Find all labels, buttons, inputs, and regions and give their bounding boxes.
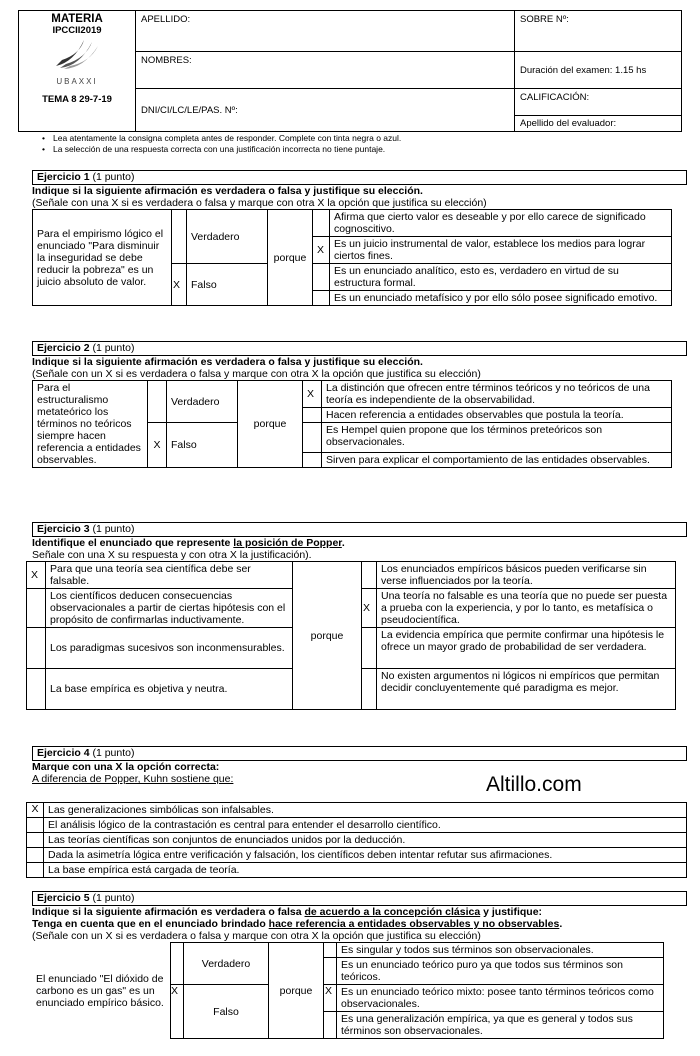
true-label: Verdadero <box>187 210 268 264</box>
logo-cell <box>19 11 136 132</box>
right-checkbox[interactable] <box>362 562 377 589</box>
exercise-2-title: Ejercicio 2 (1 punto) <box>32 341 687 356</box>
option-checkbox[interactable] <box>313 210 330 237</box>
right-checkbox[interactable] <box>362 628 377 669</box>
instruction-item: • Lea atentamente la consigna completa antes de responder. Complete con tinta negra o azul. <box>56 133 401 144</box>
exercise-2-statement: Para el estructuralismo metateórico los términos no teóricos siempre hacen referencia a entidades observables. <box>33 381 148 468</box>
exercise-1-prompt: Indique si la siguiente afirmación es verdadera o falsa y justifique su elección. <box>32 185 423 197</box>
false-checkbox-marked[interactable]: X <box>148 423 167 468</box>
exercise-5-option: Es un enunciado teórico puro ya que todos sus términos son teóricos. <box>337 958 664 985</box>
exercise-5 <box>32 891 687 1039</box>
exercise-4-option: El análisis lógico de la contrastación es central para entender el desarrollo científico. <box>44 818 687 833</box>
left-checkbox[interactable] <box>27 669 46 710</box>
exercise-4-table <box>26 802 687 878</box>
porque-label: porque <box>238 381 303 468</box>
true-checkbox[interactable] <box>172 210 187 264</box>
exercise-1-option: Es un enunciado analítico, esto es, verdadero en virtud de su estructura formal. <box>330 264 672 291</box>
exercise-1-table <box>32 209 672 306</box>
left-checkbox[interactable] <box>27 628 46 669</box>
false-checkbox-marked[interactable]: X <box>172 264 187 306</box>
apellido-field[interactable]: APELLIDO: <box>136 11 515 52</box>
porque-label: porque <box>268 210 313 306</box>
exercise-5-table <box>32 942 664 1039</box>
right-checkbox-marked[interactable]: X <box>362 589 377 628</box>
option-checkbox[interactable] <box>324 943 337 958</box>
exercise-1-option: Es un enunciado metafísico y por ello sólo posee significado emotivo. <box>330 291 672 306</box>
false-checkbox-marked[interactable]: X <box>171 985 184 1039</box>
option-checkbox-marked[interactable]: X <box>27 803 44 818</box>
porque-label: porque <box>269 943 324 1039</box>
exercise-5-title: Ejercicio 5 (1 punto) <box>32 891 687 906</box>
option-checkbox-marked[interactable]: X <box>303 381 322 408</box>
duracion-label: Duración del examen: 1.15 hs <box>515 52 682 89</box>
option-checkbox[interactable] <box>303 408 322 423</box>
exercise-3 <box>32 522 687 710</box>
option-checkbox[interactable] <box>324 1012 337 1039</box>
exercise-3-right-option: Los enunciados empíricos básicos pueden verificarse sin verse influenciados por la teoría. <box>377 562 676 589</box>
exercise-3-right-option: Una teoría no falsable es una teoría que no puede ser puesta a prueba con la experiencia, y por lo tanto, es metafísica o pseudocientífica. <box>377 589 676 628</box>
exercise-2-hint: (Señale con un X si es verdadera o falsa y marque con otra X la opción que justifica su elección) <box>32 368 481 380</box>
true-checkbox[interactable] <box>171 943 184 985</box>
option-checkbox-marked[interactable]: X <box>324 985 337 1012</box>
exercise-3-prompt: Identifique el enunciado que represente la posición de Popper. <box>32 537 345 549</box>
calificacion-label: CALIFICACIÓN: <box>515 89 681 116</box>
exercise-4 <box>32 746 687 785</box>
true-label: Verdadero <box>184 943 269 985</box>
false-label: Falso <box>184 985 269 1039</box>
watermark: Altillo.com <box>486 773 582 796</box>
exercise-3-title: Ejercicio 3 (1 punto) <box>32 522 687 537</box>
exercise-2-prompt: Indique si la siguiente afirmación es verdadera o falsa y justifique su elección. <box>32 356 423 368</box>
left-checkbox-marked[interactable]: X <box>27 562 46 589</box>
sobre-field[interactable]: SOBRE Nº: <box>515 11 682 52</box>
left-checkbox[interactable] <box>27 589 46 628</box>
exercise-2-table <box>32 380 672 468</box>
exercise-1-statement: Para el empirismo lógico el enunciado "Para disminuir la inseguridad se debe reducir la pobreza" es un juicio absoluto de valor. <box>33 210 172 306</box>
option-checkbox[interactable] <box>303 453 322 468</box>
uba-label: UBAXXI <box>56 77 98 86</box>
materia-label: MATERIA <box>51 13 103 25</box>
right-checkbox[interactable] <box>362 669 377 710</box>
exercise-2-option: La distinción que ofrecen entre términos teóricos y no teóricos de una teoría es independiente de la observabilidad. <box>322 381 672 408</box>
exercise-4-option: Dada la asimetría lógica entre verificación y falsación, los científicos deben intentar refutar sus afirmaciones. <box>44 848 687 863</box>
uba-logo-icon <box>52 38 102 72</box>
course-code: IPCCII2019 <box>52 25 102 36</box>
exercise-3-hint: Señale con una X su respuesta y con otra X la justificación). <box>32 549 312 561</box>
exercise-5-option: Es una generalización empírica, ya que es general y todos sus términos son observacionales. <box>337 1012 664 1039</box>
exercise-2-option: Hacen referencia a entidades observables que postula la teoría. <box>322 408 672 423</box>
exercise-4-hint: A diferencia de Popper, Kuhn sostiene que: <box>32 773 234 785</box>
option-checkbox[interactable] <box>313 291 330 306</box>
false-label: Falso <box>187 264 268 306</box>
exam-header <box>18 10 682 132</box>
exercise-1 <box>32 170 687 306</box>
exercise-5-statement: El enunciado "El dióxido de carbono es un gas" es un enunciado empírico básico. <box>32 943 171 1039</box>
exercise-2-option: Es Hempel quien propone que los términos preteóricos son observacionales. <box>322 423 672 453</box>
option-checkbox-marked[interactable]: X <box>313 237 330 264</box>
true-label: Verdadero <box>167 381 238 423</box>
exercise-3-right-option: No existen argumentos ni lógicos ni empíricos que permitan decidir concluyentemente qué paradigma es mejor. <box>377 669 676 710</box>
exercise-5-prompt: Indique si la siguiente afirmación es verdadera o falsa de acuerdo a la concepción clásica y justifique: <box>32 906 543 918</box>
option-checkbox[interactable] <box>27 818 44 833</box>
exercise-4-option: Las generalizaciones simbólicas son infalsables. <box>44 803 687 818</box>
exercise-2-option: Sirven para explicar el comportamiento de las entidades observables. <box>322 453 672 468</box>
dni-field[interactable]: DNI/CI/LC/LE/PAS. Nº: <box>136 89 515 132</box>
exercise-1-option: Afirma que cierto valor es deseable y por ello carece de significado cognoscitivo. <box>330 210 672 237</box>
instruction-item: • La selección de una respuesta correcta con una justificación incorrecta no tiene puntaje. <box>56 144 401 155</box>
exercise-2 <box>32 341 687 468</box>
exercise-4-prompt: Marque con una X la opción correcta: <box>32 761 220 773</box>
exercise-4-title: Ejercicio 4 (1 punto) <box>32 746 687 761</box>
option-checkbox[interactable] <box>27 833 44 848</box>
nombres-field[interactable]: NOMBRES: <box>136 52 515 89</box>
exercise-5-option: Es un enunciado teórico mixto: posee tanto términos teóricos como observacionales. <box>337 985 664 1012</box>
option-checkbox[interactable] <box>27 863 44 878</box>
option-checkbox[interactable] <box>324 958 337 985</box>
exercise-5-option: Es singular y todos sus términos son observacionales. <box>337 943 664 958</box>
exercise-3-table <box>26 561 676 710</box>
option-checkbox[interactable] <box>27 848 44 863</box>
exercise-5-hint: (Señale con un X si es verdadera o falsa y marque con otra X la opción que justifica su elección) <box>32 930 481 942</box>
exercise-3-left-option: Los científicos deducen consecuencias observacionales a partir de ciertas hipótesis con el propósito de confirmarlas inductivamente. <box>46 589 293 628</box>
true-checkbox[interactable] <box>148 381 167 423</box>
exercise-3-left-option: La base empírica es objetiva y neutra. <box>46 669 293 710</box>
option-checkbox[interactable] <box>313 264 330 291</box>
option-checkbox[interactable] <box>303 423 322 453</box>
exercise-4-option: La base empírica está cargada de teoría. <box>44 863 687 878</box>
calificacion-cell <box>515 89 682 132</box>
tema-label: TEMA 8 29-7-19 <box>42 94 112 105</box>
exercise-1-title: Ejercicio 1 (1 punto) <box>32 170 687 185</box>
exercise-4-option: Las teorías científicas son conjuntos de enunciados unidos por la deducción. <box>44 833 687 848</box>
exercise-3-left-option: Para que una teoría sea científica debe ser falsable. <box>46 562 293 589</box>
exercise-1-hint: (Señale con una X si es verdadera o falsa y marque con otra X la opción que justifica su elección) <box>32 197 487 209</box>
porque-label: porque <box>293 562 362 710</box>
exercise-1-option: Es un juicio instrumental de valor, establece los medios para lograr ciertos fines. <box>330 237 672 264</box>
exercise-5-note: Tenga en cuenta que en el enunciado brindado hace referencia a entidades observables y no observables. <box>32 918 563 930</box>
false-label: Falso <box>167 423 238 468</box>
instructions <box>52 133 402 155</box>
exercise-3-right-option: La evidencia empírica que permite confirmar una hipótesis le ofrece un mayor grado de probabilidad de ser verdadera. <box>377 628 676 669</box>
evaluador-label: Apellido del evaluador: <box>520 118 617 129</box>
exercise-3-left-option: Los paradigmas sucesivos son inconmensurables. <box>46 628 293 669</box>
